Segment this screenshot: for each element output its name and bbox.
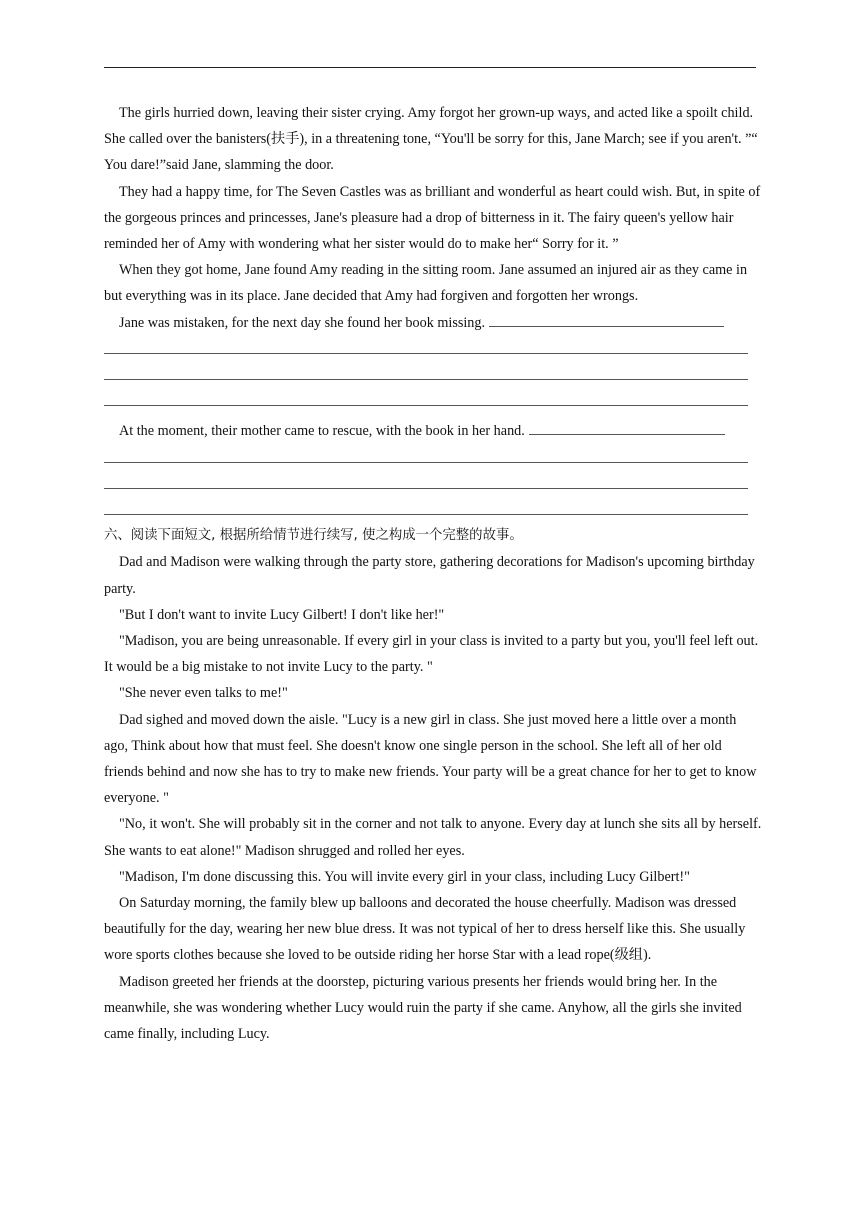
continuation-prompt-1 (104, 310, 762, 336)
paragraph: "No, it won't. She will probably sit in the corner and not talk to anyone. Every day at lunch she sits all by herself. She wants to eat alone!" Madison shrugged and rolled her eyes. (104, 816, 762, 859)
answer-blank-inline[interactable] (529, 433, 725, 435)
answer-line[interactable] (104, 445, 762, 471)
answer-line[interactable] (104, 362, 762, 388)
continuation-prompt-2 (104, 418, 762, 444)
document-body (104, 100, 762, 1047)
header-rule (104, 67, 756, 68)
section-heading: 六、阅读下面短文, 根据所给情节进行续写, 使之构成一个完整的故事。 (104, 528, 523, 544)
answer-line[interactable] (104, 471, 762, 497)
paragraph: Madison greeted her friends at the doorstep, picturing various presents her friends would bring her. In the meanwhile, she was wondering whether Lucy would ruin the party if she came. Anyhow, all the girls she invited came finally, including Lucy. (104, 973, 742, 1043)
answer-blank-inline[interactable] (489, 325, 724, 327)
paragraph: Dad and Madison were walking through the party store, gathering decorations for Madison's upcoming birthday party. (104, 554, 755, 597)
answer-line[interactable] (104, 388, 762, 414)
paragraph: On Saturday morning, the family blew up balloons and decorated the house cheerfully. Madison was dressed beautifully for the day, wearing her new blue dress. It was not typical of her to dress herself like this. She usually wore sports clothes because she loved to be outside riding her horse Star with a lead rope(级组). (104, 895, 746, 964)
answer-line[interactable] (104, 336, 762, 362)
paragraph: "Madison, I'm done discussing this. You will invite every girl in your class, including Lucy Gilbert!" (119, 868, 690, 885)
paragraph: "But I don't want to invite Lucy Gilbert! I don't like her!" (119, 606, 445, 623)
paragraph: The girls hurried down, leaving their sister crying. Amy forgot her grown-up ways, and acted like a spoilt child. She called over the banisters(扶手), in a threatening tone, “You'll be sorry for this, Jane March; see if you aren't. ”“ You dare!”said Jane, slamming the door. (104, 105, 758, 174)
paragraph: When they got home, Jane found Amy reading in the sitting room. Jane assumed an injured air as they came in but everything was in its place. Jane decided that Amy had forgiven and forgotten her wrongs. (104, 262, 748, 305)
answer-line[interactable] (104, 497, 762, 523)
paragraph: Dad sighed and moved down the aisle. "Lucy is a new girl in class. She just moved here a little over a month ago, Think about how that must feel. She doesn't know one single person in the school. She left all of her old friends behind and now she has to try to make new friends. Your party will be a great chance for her to get to know everyone. " (104, 711, 757, 807)
paragraph: They had a happy time, for The Seven Castles was as brilliant and wonderful as heart could wish. But, in spite of the gorgeous princes and princesses, Jane's pleasure had a drop of bitterness in it. The fairy queen's yellow hair reminded her of Amy with wondering what her sister would do to make her“ Sorry for it. ” (104, 183, 761, 253)
prompt-text: Jane was mistaken, for the next day she found her book missing. (119, 314, 486, 331)
paragraph: "She never even talks to me!" (119, 685, 288, 702)
prompt-text: At the moment, their mother came to rescue, with the book in her hand. (119, 423, 525, 440)
paragraph: "Madison, you are being unreasonable. If every girl in your class is invited to a party but you, you'll feel left out. It would be a big mistake to not invite Lucy to the party. " (104, 632, 759, 676)
